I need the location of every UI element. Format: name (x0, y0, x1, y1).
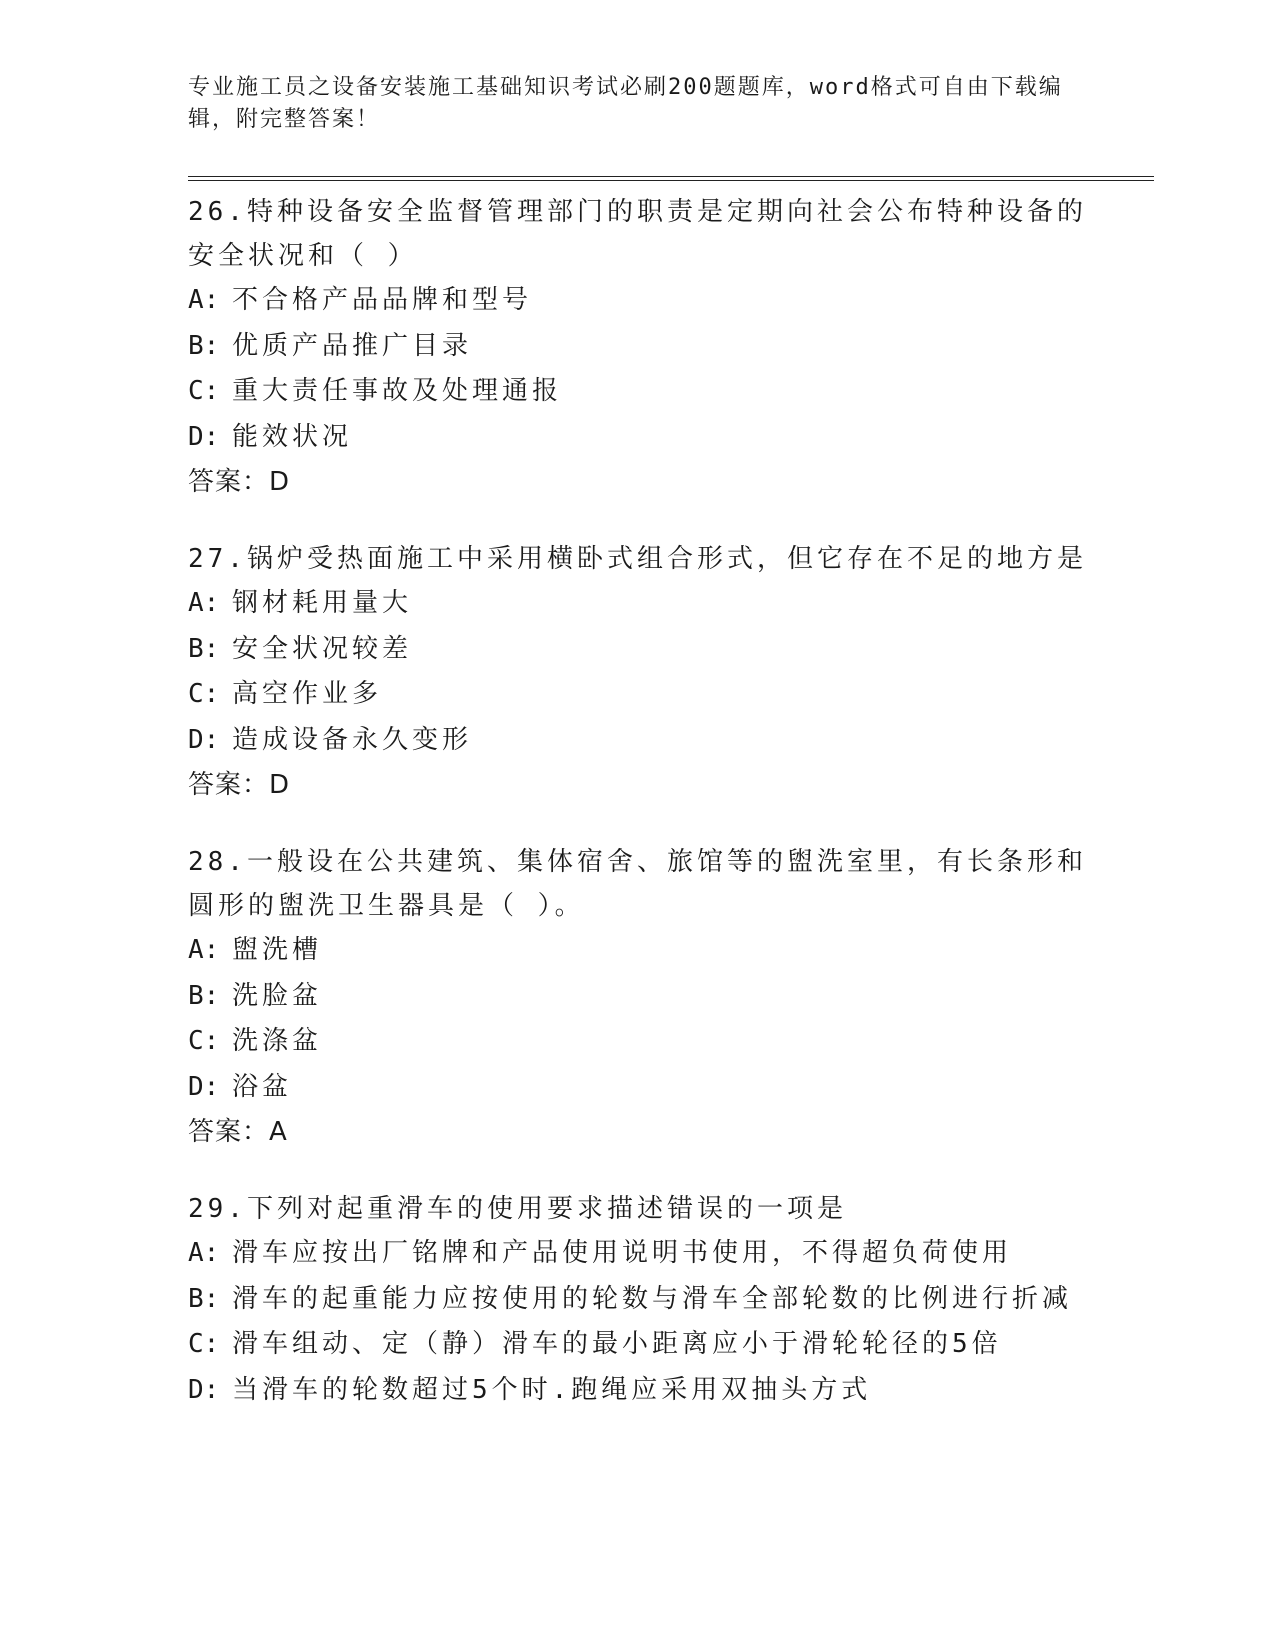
option-a (188, 928, 1088, 974)
option-a (188, 581, 1088, 627)
option-letter: B: (188, 633, 220, 664)
answer-label: 答案： (188, 770, 270, 800)
question-list (188, 190, 1088, 1445)
option-text: 优质产品推广目录 (232, 330, 473, 361)
option-c (188, 672, 1088, 718)
question-27 (188, 537, 1088, 808)
option-text: 滑车应按出厂铭牌和产品使用说明书使用，不得超负荷使用 (232, 1238, 1013, 1268)
answer-label: 答案： (188, 467, 270, 497)
option-letter: C: (188, 1026, 220, 1056)
document-header: 专业施工员之设备安装施工基础知识考试必刷200题题库，word格式可自由下载编辑，附完整答案！ (188, 75, 1063, 132)
question-stem: 27.锅炉受热面施工中采用横卧式组合形式，但它存在不足的地方是 (188, 544, 1087, 574)
question-29 (188, 1187, 1088, 1413)
option-text: 洗脸盆 (232, 980, 323, 1011)
option-letter: D: (188, 724, 220, 755)
answer-line (188, 1110, 1088, 1155)
answer-value: D (269, 770, 290, 800)
option-text: 浴盆 (232, 1071, 293, 1102)
question-26 (188, 190, 1088, 505)
option-letter: D: (188, 1071, 220, 1102)
option-b (188, 1277, 1088, 1323)
option-a (188, 1231, 1088, 1277)
option-letter: A: (188, 1238, 220, 1268)
option-a (188, 278, 1088, 324)
option-d (188, 1065, 1088, 1111)
answer-value: D (269, 467, 290, 497)
option-d (188, 1368, 1088, 1414)
option-letter: B: (188, 330, 220, 361)
answer-line (188, 763, 1088, 808)
option-letter: A: (188, 935, 220, 965)
option-text: 不合格产品品牌和型号 (232, 285, 533, 315)
answer-value: A (269, 1117, 287, 1147)
option-text: 盥洗槽 (232, 935, 323, 965)
option-b (188, 324, 1088, 370)
option-c (188, 369, 1088, 415)
option-text: 能效状况 (232, 421, 353, 452)
option-text: 重大责任事故及处理通报 (232, 376, 563, 406)
option-text: 洗涤盆 (232, 1026, 323, 1056)
answer-line (188, 460, 1088, 505)
option-letter: D: (188, 421, 220, 452)
option-letter: A: (188, 285, 220, 315)
question-stem: 26.特种设备安全监督管理部门的职责是定期向社会公布特种设备的安全状况和（ ） (188, 197, 1087, 271)
option-d (188, 415, 1088, 461)
option-text: 高空作业多 (232, 679, 383, 709)
answer-label: 答案： (188, 1117, 270, 1147)
option-letter: C: (188, 376, 220, 406)
option-letter: C: (188, 1329, 220, 1359)
option-d (188, 718, 1088, 764)
option-c (188, 1019, 1088, 1065)
option-text: 钢材耗用量大 (232, 588, 413, 618)
option-b (188, 974, 1088, 1020)
option-letter: B: (188, 1283, 220, 1314)
option-letter: B: (188, 980, 220, 1011)
question-stem: 28.一般设在公共建筑、集体宿舍、旅馆等的盥洗室里，有长条形和圆形的盥洗卫生器具是（ ）。 (188, 847, 1087, 921)
option-text: 滑车组动、定（静）滑车的最小距离应小于滑轮轮径的5倍 (232, 1329, 1002, 1359)
option-letter: C: (188, 679, 220, 709)
option-text: 滑车的起重能力应按使用的轮数与滑车全部轮数的比例进行折减 (232, 1283, 1073, 1314)
option-c (188, 1322, 1088, 1368)
option-text: 当滑车的轮数超过5个时.跑绳应采用双抽头方式 (232, 1374, 872, 1405)
header-divider (188, 176, 1154, 181)
option-text: 安全状况较差 (232, 633, 413, 664)
option-letter: D: (188, 1374, 220, 1405)
question-28 (188, 840, 1088, 1155)
option-text: 造成设备永久变形 (232, 724, 473, 755)
option-letter: A: (188, 588, 220, 618)
question-stem: 29.下列对起重滑车的使用要求描述错误的一项是 (188, 1194, 847, 1224)
option-b (188, 627, 1088, 673)
